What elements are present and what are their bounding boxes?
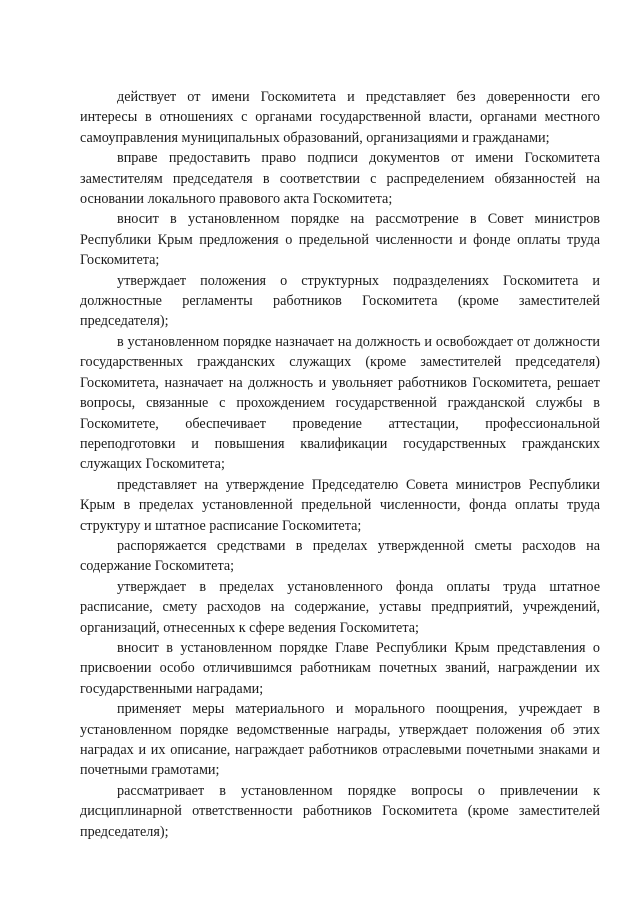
paragraph: вносит в установленном порядке на рассмотрение в Совет министров Республики Крым предложения о предельной численности и фонде оплаты труда Госкомитета; — [80, 211, 600, 269]
paragraph: применяет меры материального и морального поощрения, учреждает в установленном порядке ведомственные награды, утверждает положения об этих наградах и их описание, награждает работников отраслевыми почетными знаками и почетными грамотами; — [80, 701, 600, 779]
paragraph: рассматривает в установленном порядке вопросы о привлечении к дисциплинарной ответственности работников Госкомитета (кроме заместителей председателя); — [80, 782, 600, 840]
paragraph: утверждает в пределах установленного фонда оплаты труда штатное расписание, смету расходов на содержание, уставы предприятий, учреждений, организаций, отнесенных к сфере ведения Госкомитета; — [80, 578, 600, 636]
paragraph: в установленном порядке назначает на должность и освобождает от должности государственных гражданских служащих (кроме заместителей председателя) Госкомитета, назначает на должность и увольняет работников Госкомитета, решает вопросы, связанные с прохождением государственной гражданской службы в Госкомитете, обеспечивает проведение аттестации, профессиональной переподготовки и повышения квалификации государственных гражданских служащих Госкомитета; — [80, 333, 600, 473]
paragraph: действует от имени Госкомитета и представляет без доверенности его интересы в отношениях с органами государственной власти, органами местного самоуправления муниципальных образований, организациями и гражданами; — [80, 89, 600, 146]
paragraph: вправе предоставить право подписи документов от имени Госкомитета заместителям председателя в соответствии с распределением обязанностей на основании локального правового акта Госкомитета; — [80, 150, 600, 208]
paragraph: распоряжается средствами в пределах утвержденной сметы расходов на содержание Госкомитета; — [80, 537, 600, 575]
paragraph: вносит в установленном порядке Главе Республики Крым представления о присвоении особо отличившимся работникам почетных званий, награждении их государственными наградами; — [80, 639, 600, 697]
paragraph: представляет на утверждение Председателю Совета министров Республики Крым в пределах установленной предельной численности, фонда оплаты труда структуру и штатное расписание Госкомитета; — [80, 476, 600, 534]
paragraph: утверждает положения о структурных подразделениях Госкомитета и должностные регламенты работников Госкомитета (кроме заместителей председателя); — [80, 272, 600, 330]
document-body — [80, 87, 600, 842]
